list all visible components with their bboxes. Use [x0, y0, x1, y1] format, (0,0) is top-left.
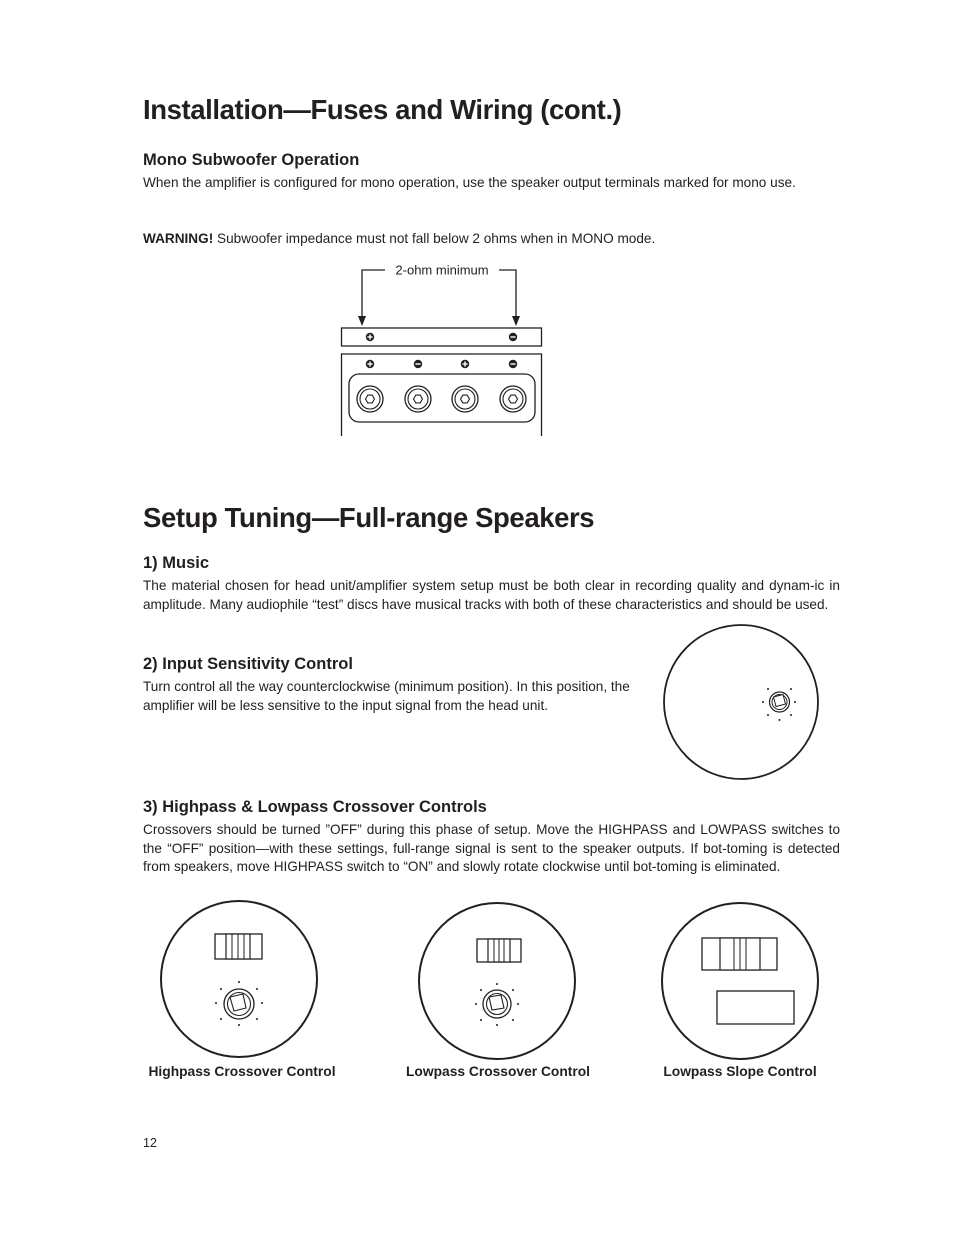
slope-switch-icon [702, 938, 777, 970]
screw-terminal-icon [452, 386, 478, 412]
lowpass-caption: Lowpass Crossover Control [406, 1064, 590, 1079]
highpass-switch-icon [215, 934, 262, 959]
page-title-setup-tuning: Setup Tuning—Full-range Speakers [143, 502, 595, 533]
warning-label: WARNING! [143, 231, 214, 246]
minus-icon [509, 360, 517, 368]
arrow-down-right-icon [512, 316, 520, 326]
highpass-crossover-illustration [158, 900, 320, 1060]
page-number: 12 [143, 1136, 157, 1150]
screw-terminal-icon [357, 386, 383, 412]
slope-caption: Lowpass Slope Control [663, 1064, 817, 1079]
highpass-caption: Highpass Crossover Control [148, 1064, 336, 1079]
minus-icon [414, 360, 422, 368]
screw-terminal-icon [405, 386, 431, 412]
warning-paragraph [143, 230, 843, 249]
plus-icon [461, 360, 469, 368]
lowpass-switch-icon [477, 939, 521, 962]
plus-icon [366, 360, 374, 368]
input-sensitivity-heading: 2) Input Sensitivity Control [143, 655, 353, 673]
mono-subwoofer-heading: Mono Subwoofer Operation [143, 151, 360, 169]
slope-label-box [717, 991, 794, 1024]
mono-terminal-diagram [340, 258, 545, 436]
music-paragraph: The material chosen for head unit/amplifier system setup must be both clear in recording quality and dynam-ic in amplitude. Many audiophile “test” discs have musical tracks with both of these characteristics and should be used. [143, 578, 840, 612]
plus-icon [366, 333, 374, 341]
screw-terminal-icon [500, 386, 526, 412]
minus-icon [509, 333, 517, 341]
warning-text: Subwoofer impedance must not fall below 2 ohms when in MONO mode. [213, 231, 656, 246]
music-heading: 1) Music [143, 554, 210, 572]
lowpass-slope-illustration [660, 902, 822, 1062]
lowpass-crossover-illustration [417, 902, 579, 1062]
crossover-paragraph: Crossovers should be turned ”OFF” during this phase of setup. Move the HIGHPASS and LOWPASS switches to the “OFF” position—with these settings, full-range signal is sent to the speaker outputs. If bot-toming is detected from speakers, move HIGHPASS switch to “ON” and slowly rotate clockwise until bot-toming is eliminated. [143, 822, 840, 875]
input-sensitivity-illustration [662, 622, 822, 782]
page-title-fuses-wiring: Installation—Fuses and Wiring (cont.) [143, 94, 622, 125]
input-sensitivity-paragraph: Turn control all the way counterclockwise (minimum position). In this position, the amplifier will be less sensitive to the input signal from the head unit. [143, 679, 630, 713]
two-ohm-label: 2-ohm minimum [395, 262, 489, 278]
arrow-down-left-icon [358, 316, 366, 326]
crossover-heading: 3) Highpass & Lowpass Crossover Controls [143, 798, 487, 816]
mono-subwoofer-paragraph: When the amplifier is configured for mono operation, use the speaker output terminals marked for mono use. [143, 175, 796, 190]
